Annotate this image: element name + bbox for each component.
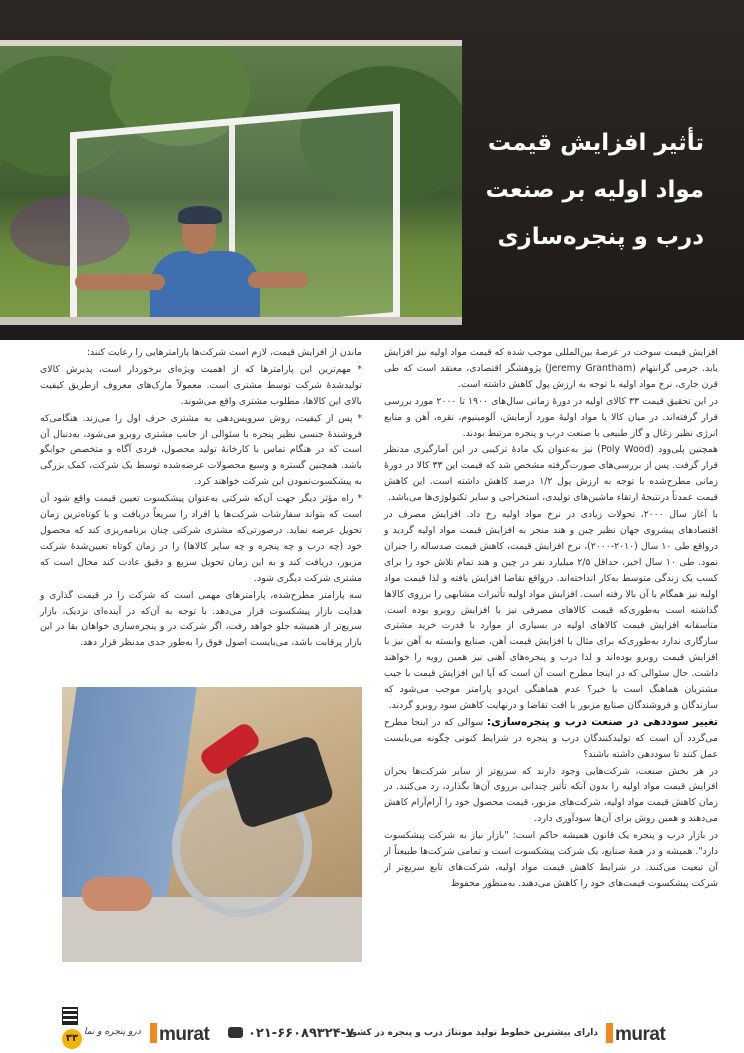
paragraph: با آغاز سال ۲۰۰۰، تحولات زیادی در نرخ مواد اولیه رخ داد. افزایش مصرف در اقتصادهای پیشروی جهان نظیر چین و هند منجر به افزایش قیمت مواد اولیه گردید و درواقع طی ۱۰ سال (۲۰۱۰-۲۰۰۰)، نرخ افزایش قیمت، کاهش قیمت صدساله را جبران نمود. طی ۱۰ سال اخیر، حداقل ۲/۵ میلیارد نفر در چین و هند تمام تلاش خود را برای کسب یک زندگی متوسط به‌کار انداخته‌اند. درواقع تقاضا افزایش یافته و لذا قیمت مواد اولیه نیز همگام با آن بالا رفته است. افزایش مواد اولیه تأثیرات مشابهی را برروی کالاها گذاشته است به‌طوری‌که قیمت کالاهای مصرفی نیز با افزایش روبرو بوده است. متأسفانه افزایش قیمت کالاهای اولیه در بسیاری از موارد با قدرت خرید مشتری سازگاری ندارد به‌طوری‌که برای مثال با افزایش قیمت آهن، صنایع وابسته به آهن نیز با افزایش قیمت روبرو بوده‌اند و لذا درب و پنجره‌های آهنی نیز همین رویه را خواهند داشت. حال سئوالی که در اینجا مطرح است آن است که آیا این افزایش قیمت با جیب مشتریان هماهنگ است یا خیر؟ عدم هماهنگی این‌دو پارامتر موجب می‌شود که سازندگان و فروشندگان صنایع مزبور با افت تقاضا و درنهایت کاهش سود روبرو گردند.	[383, 509, 718, 711]
photo-person-arm	[75, 274, 165, 290]
paragraph: همچنین پلی‌وود (Poly Wood) نیز به‌عنوان یک مادهٔ ترکیبی در این آمارگیری مدنظر قرار گرفت. پس از بررسی‌های صورت‌گرفته مشخص شد که قیمت این ۳۳ کالا در دورهٔ زمانی مطرح‌شده با توجه به ارزش پول ۱/۲ درصد کاهش داشته است. این کاهش قیمت عمدتاً درنتیجهٔ ارتقاء ماشین‌های تولیدی، استخراجی و سایر تکنولوژی‌ها می‌باشد.	[384, 444, 718, 504]
photo-worker-hand	[82, 877, 152, 911]
footer-tagline: دارای بیشترین خطوط تولید مونتاژ درب و پنجره در کشور	[346, 1028, 598, 1038]
bullet-paragraph: * پس از کیفیت، روش سرویس‌دهی به مشتری حرف اول را می‌زند. هنگامی‌که فروشندهٔ جنسی نظیر پنجره با سئوالی از جانب مشتری روبرو می‌شود، به‌دنبال آن است که در هنگام تماس با کارخانهٔ تولید محصول، فردی آگاه و متخصص جوابگو باشد. همچنین گستره و وسیع محصولات عرضه‌شده توسط یک شرکت، کمک بزرگی به پیشکسوت‌نمودن این شرکت خواهند کرد.	[40, 412, 362, 488]
paragraph: سه پارامتر مطرح‌شده، پارامترهای مهمی است که شرکت را در قیمت گذاری و هدایت بازار پیشکسوت قرار می‌دهد. با توجه به آن‌که در آینده‌ای نزدیک، بازار سریع‌تر از همیشه جلو خواهد رفت، اگر شرکت در و پنجره‌سازی خواهان بقا در این بازار پرقابت باشد، می‌بایست اصول فوق را به‌طور جدی مدنظر قرار دهد.	[40, 589, 362, 649]
page-footer	[0, 1005, 744, 1053]
murat-logo	[606, 1023, 665, 1046]
murat-logo	[150, 1023, 209, 1046]
paragraph: در بازار درب و پنجره یک قانون همیشه حاکم است: "بازار نیاز به شرکت پیشکسوت دارد". همیشه و در همهٔ صنایع، یک شرکت پیشکسوت است و تمامی شرکت‌ها طبیعتاً از آن تبعیت می‌کنند. در شرایط کاهش قیمت مواد اولیه، شرکت‌های تابع سریع‌تر از شرکت پیشکسوت قیمت‌های خود را کاهش می‌دهند. به‌منظور محفوظ	[384, 830, 718, 889]
paragraph: در هر بخش صنعت، شرکت‌هایی وجود دارند که سریع‌تر از سایر شرکت‌ها بحران افزایش قیمت مواد اولیه را بدون آنکه تأثیر چندانی برروی آن‌ها بگذارد، رد می‌کنند. در زمان کاهش قیمت مواد اولیه، شرکت‌های مزبور، قیمت محصول خود را آرام‌آرام کاهش می‌دهند و همین روش برای آن‌ها سودآوری دارد.	[384, 765, 718, 825]
photo-person-body	[150, 251, 260, 325]
hero-banner	[0, 0, 744, 340]
magazine-name: درو پنجره و نما	[84, 1027, 141, 1037]
paragraph: افزایش قیمت سوخت در عرصهٔ بین‌المللی موجب شده که قیمت مواد اولیه نیز افزایش یابد. جرمی گرانتهام (Jeremy Grantham) پژوهشگر اقتصادی، معتقد است که طی قرن جاری، نرخ مواد اولیه با توجه به ارزش پول کاهش داشته است.	[384, 347, 718, 390]
article-column-left	[40, 345, 362, 652]
bullet-paragraph: * راه مؤثر دیگر جهت آن‌که شرکتی به‌عنوان پیشکسوت تعیین قیمت واقع شود آن است که بتواند سفارشات شرکت‌ها یا افراد را سریعاً دریافت و با کوتاه‌ترین زمان تحویل عرضه نماید. درصورتی‌که مشتری شرکتی چنان برنامه‌ریزی کند که محصول خود (چه درب و چه پنجره و چه سایر کالاها) را در زمان کوتاه تعیین‌شدهٔ شرکت مزبور، دریافت کند و به این زمان تحویل سریع و دقیق عادت کند محال است که مشتری شرکت دیگری شود.	[40, 493, 362, 584]
logo-text: murat	[615, 1024, 666, 1045]
bullet-paragraph: * مهم‌ترین این پارامترها که از اهمیت ویژه‌ای برخوردار است، پذیرش کالای تولیدشدهٔ شرکت توسط مشتری است. معمولاً مارک‌های معروف ازطریق کیفیت بالای این کالاها، مطلوب مشتری واقع می‌شوند.	[40, 363, 362, 407]
logo-accent-bar	[150, 1023, 157, 1043]
article-column-right	[384, 345, 718, 893]
logo-accent-bar	[606, 1023, 613, 1043]
hero-photo-window-installer	[0, 40, 462, 325]
paragraph: ماندن از افزایش قیمت، لازم است شرکت‌ها پارامترهایی را رعایت کنند:	[86, 347, 362, 358]
article-title	[444, 120, 704, 261]
title-line: مواد اولیه بر صنعت	[485, 177, 704, 203]
paragraph: در این تحقیق قیمت ۳۳ کالای اولیه در دورهٔ زمانی سال‌های ۱۹۰۰ تا ۲۰۰۰ مورد بررسی قرار گرفته‌اند. در میان کالا یا مواد اولیهٔ مورد آزمایش، آلومینیوم، نقره، آهن و منابع انرژی نظیر زغال و گاز طبیعی با صنعت درب و پنجره مرتبط بودند.	[384, 395, 718, 439]
bricks-logo-icon	[62, 1007, 78, 1025]
subheading: تغییر سوددهی در صنعت درب و پنجره‌سازی:	[486, 715, 718, 728]
title-line: تأثیر افزایش قیمت	[487, 130, 704, 156]
logo-text: murat	[159, 1024, 210, 1045]
photo-person-arm	[248, 272, 308, 288]
miter-saw-photo	[62, 687, 362, 962]
title-line: درب و پنجره‌سازی	[497, 224, 704, 250]
subheading-text: سوالی که در اینجا مطرح می‌گردد آن است که تولیدکنندگان درب و پنجره در شرایط کنونی چگونه می‌بایست عمل کنند تا سوددهی داشته باشند؟	[384, 716, 718, 760]
subheading-paragraph	[384, 715, 718, 763]
phone-icon	[228, 1027, 243, 1038]
photo-person-cap	[178, 206, 222, 224]
page-number-badge: ۳۳	[62, 1029, 82, 1049]
phone-number: ۰۲۱-۶۶۰۸۹۳۲۴-۷	[248, 1026, 355, 1041]
footer-phone	[228, 1026, 358, 1041]
